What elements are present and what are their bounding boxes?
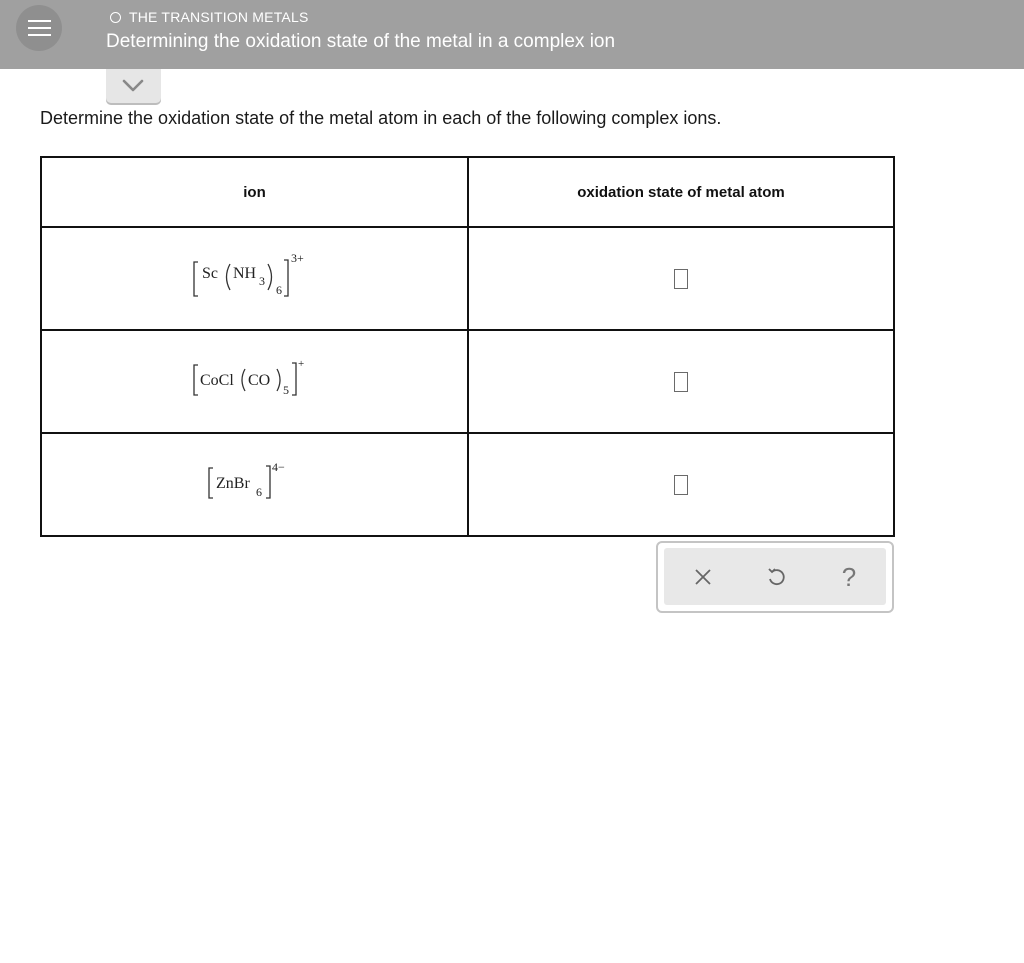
close-icon	[694, 568, 712, 586]
ion-formula-sc	[190, 250, 320, 302]
undo-button[interactable]	[761, 562, 791, 592]
ion-cell	[41, 227, 468, 330]
ligand-count: 6	[275, 283, 282, 297]
question-prompt: Determine the oxidation state of the metal atom in each of the following complex ions.	[40, 108, 722, 128]
header-oxidation-state: oxidation state of metal atom	[468, 157, 894, 227]
table-row	[41, 330, 894, 433]
breadcrumb-label: THE TRANSITION METALS	[129, 9, 309, 25]
table-header-row	[41, 157, 894, 227]
answer-cell	[468, 227, 894, 330]
metal-symbol: ZnBr	[215, 475, 250, 492]
answer-input-3[interactable]	[674, 475, 688, 495]
ion-charge: 3+	[290, 251, 304, 265]
chevron-down-icon	[122, 79, 144, 93]
ligand-subscript: 3	[258, 274, 265, 288]
answer-input-2[interactable]	[674, 372, 688, 392]
ion-charge: +	[297, 358, 304, 370]
ion-formula-co	[190, 357, 320, 401]
header-ion: ion	[41, 157, 468, 227]
metal-symbol: CoCl	[199, 372, 234, 389]
help-button[interactable]: ?	[841, 561, 857, 592]
ligand-symbol: NH	[232, 265, 256, 282]
toolbar-panel	[664, 548, 886, 605]
metal-symbol: Sc	[201, 265, 218, 282]
table-row	[41, 433, 894, 536]
hamburger-icon-line	[28, 27, 51, 29]
clear-button[interactable]	[688, 562, 718, 592]
breadcrumb	[110, 9, 308, 25]
answer-cell	[468, 330, 894, 433]
ligand-symbol: CO	[247, 372, 270, 389]
status-circle-icon	[110, 12, 121, 23]
ligand-count: 5	[282, 383, 289, 397]
answer-input-1[interactable]	[674, 269, 688, 289]
menu-button[interactable]	[16, 5, 62, 51]
hamburger-icon-line	[28, 20, 51, 22]
ion-formula-zn	[205, 460, 305, 504]
answer-cell	[468, 433, 894, 536]
hamburger-icon-line	[28, 34, 51, 36]
table-row	[41, 227, 894, 330]
ion-table	[40, 156, 895, 537]
ion-charge: 4−	[271, 460, 285, 474]
answer-toolbar	[656, 541, 894, 613]
ion-cell	[41, 330, 468, 433]
page-title: Determining the oxidation state of the metal in a complex ion	[106, 31, 616, 52]
top-header	[0, 0, 1024, 69]
collapse-header-button[interactable]	[106, 69, 161, 105]
undo-icon	[765, 566, 787, 588]
ion-cell	[41, 433, 468, 536]
ligand-count: 6	[255, 485, 262, 499]
